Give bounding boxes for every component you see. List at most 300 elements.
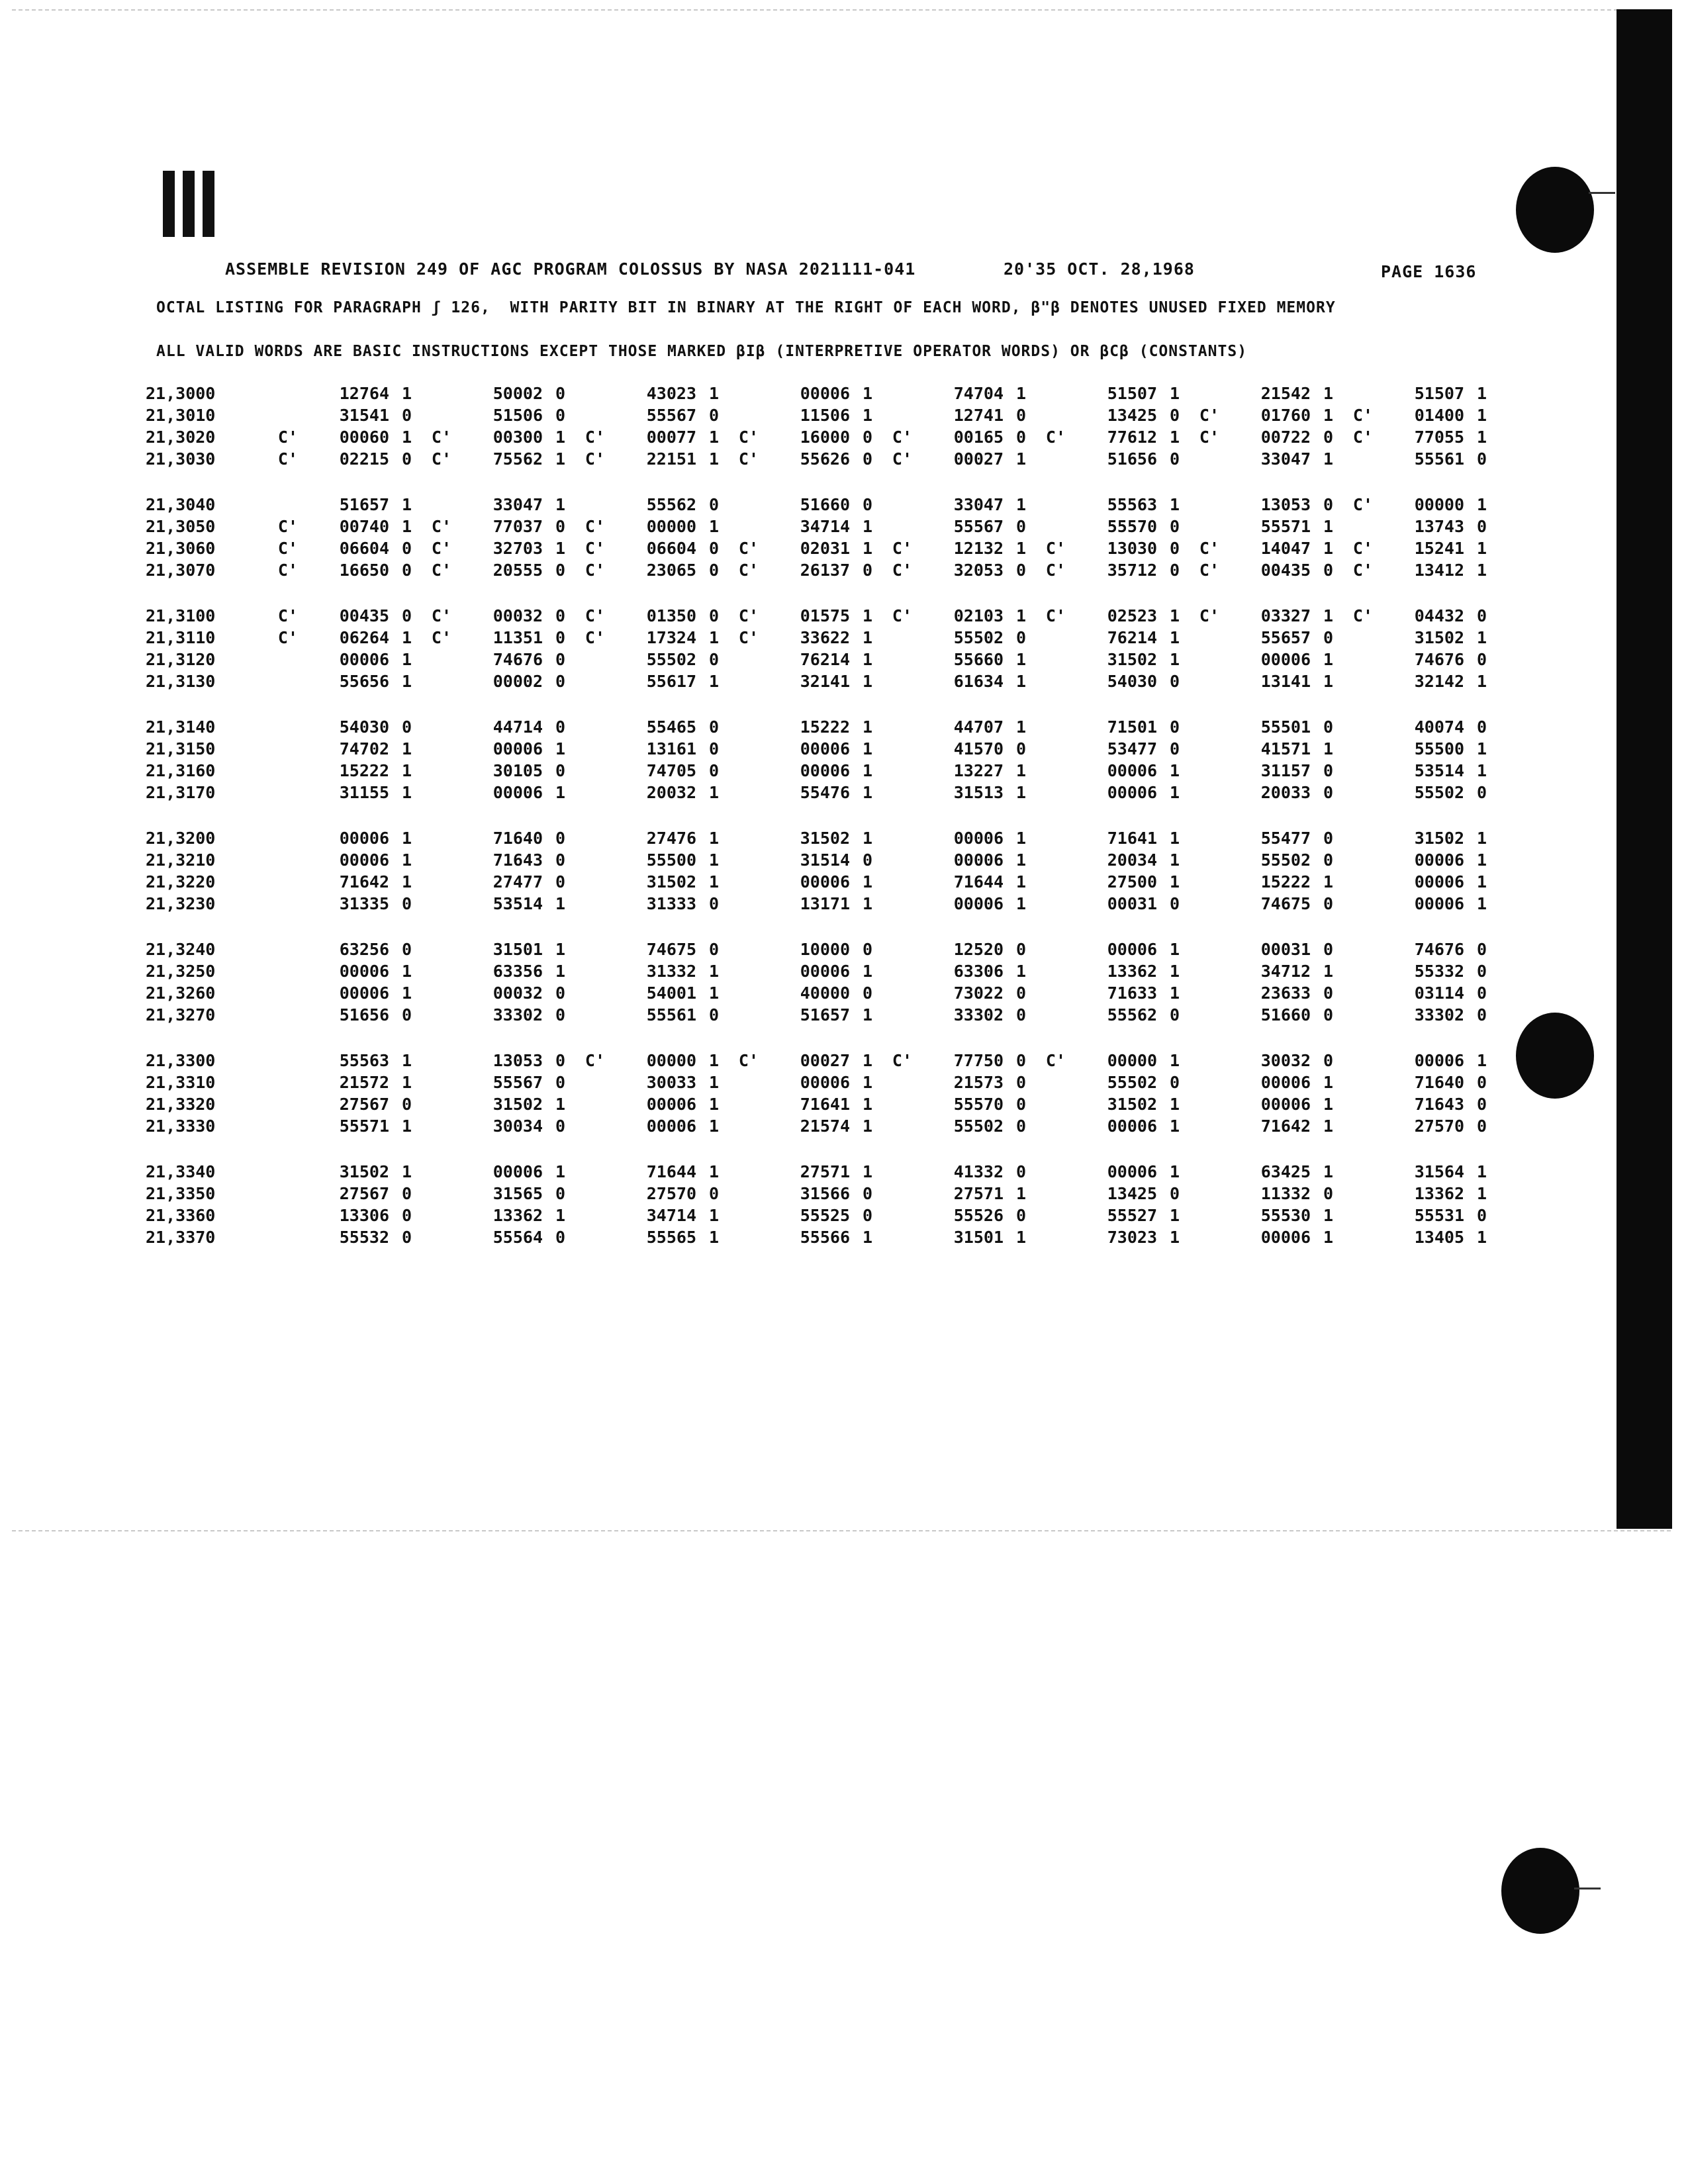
octal-word: 55502 [953,628,1004,647]
word-cell [1026,1162,1180,1181]
parity-bit: 1 [1476,628,1487,647]
octal-word: 17324 [646,628,696,647]
octal-word: 20032 [646,783,696,802]
word-cell [258,1073,412,1092]
parity-bit: 0 [708,717,719,737]
parity-bit: 0 [1476,606,1487,625]
constant-marker: C' [585,539,605,558]
row-address: 21,3120 [146,650,216,669]
octal-word: 61634 [953,672,1004,691]
listing-block [146,383,1487,470]
parity-bit: 1 [862,1116,872,1136]
listing-row [146,537,1487,559]
word-cell [412,1095,565,1114]
parity-bit: 0 [555,829,565,848]
word-cell [872,428,1026,447]
parity-bit: 0 [1015,1051,1026,1070]
word-cell [1026,1005,1180,1024]
parity-bit: 1 [401,739,412,758]
constant-marker: C' [1045,539,1066,558]
octal-word: 40074 [1414,717,1464,737]
parity-bit: 1 [1476,539,1487,558]
octal-word: 74675 [1260,894,1311,913]
word-cell [1333,717,1487,737]
word-cell [412,783,565,802]
parity-bit: 0 [1169,406,1180,425]
parity-bit: 0 [1015,517,1026,536]
word-cell [1333,983,1487,1003]
octal-word: 00060 [339,428,389,447]
word-cell [1180,850,1333,870]
word-cell [1333,1228,1487,1247]
octal-word: 04432 [1414,606,1464,625]
octal-word: 33302 [1414,1005,1464,1024]
parity-bit: 1 [1476,894,1487,913]
parity-bit: 0 [1323,628,1333,647]
word-cell [719,717,872,737]
listing-row [146,1004,1487,1026]
word-cell [412,650,565,669]
constant-marker: C' [585,606,605,625]
octal-word: 03327 [1260,606,1311,625]
octal-word: 71642 [339,872,389,891]
octal-word: 27571 [800,1162,850,1181]
listing-block [146,1050,1487,1137]
listing-row [146,426,1487,448]
word-cell [719,829,872,848]
octal-word: 55564 [492,1228,543,1247]
parity-bit: 1 [1169,983,1180,1003]
parity-bit: 1 [708,1051,719,1070]
word-cell [872,1095,1026,1114]
word-cell [1333,384,1487,403]
word-cell [1180,650,1333,669]
octal-word: 27567 [339,1184,389,1203]
word-cell [1333,1073,1487,1092]
parity-bit: 1 [708,1095,719,1114]
word-cell [719,872,872,891]
parity-bit: 0 [1323,783,1333,802]
word-cell [258,983,412,1003]
word-cell [258,428,412,447]
constant-marker: C' [277,449,298,469]
parity-bit: 0 [555,1184,565,1203]
listing-block [146,827,1487,915]
octal-word: 27500 [1107,872,1157,891]
word-cell [258,406,412,425]
octal-word: 51507 [1414,384,1464,403]
parity-bit: 0 [1476,983,1487,1003]
word-cell [412,761,565,780]
header-date: 20'35 OCT. 28,1968 [1004,259,1195,279]
parity-bit: 1 [1323,384,1333,403]
octal-word: 00000 [646,1051,696,1070]
word-cell [1333,761,1487,780]
parity-bit: 0 [1323,561,1333,580]
parity-bit: 1 [1015,1184,1026,1203]
constant-marker: C' [1352,495,1373,514]
parity-bit: 1 [401,650,412,669]
constant-marker: C' [1352,606,1373,625]
word-cell [565,1206,719,1225]
constant-marker: C' [892,1051,912,1070]
parity-bit: 0 [1476,1095,1487,1114]
octal-word: 55526 [953,1206,1004,1225]
word-cell [1333,672,1487,691]
octal-word: 30033 [646,1073,696,1092]
constant-marker: C' [892,428,912,447]
octal-word: 11351 [492,628,543,647]
word-cell [1180,428,1333,447]
word-cell [719,628,872,647]
word-cell [258,717,412,737]
octal-word: 55571 [1260,517,1311,536]
octal-word: 01400 [1414,406,1464,425]
parity-bit: 1 [1476,1162,1487,1181]
word-cell [872,850,1026,870]
octal-word: 34712 [1260,962,1311,981]
parity-bit: 0 [862,850,872,870]
octal-word: 71641 [800,1095,850,1114]
word-cell [719,449,872,469]
parity-bit: 1 [1476,428,1487,447]
parity-bit: 0 [401,717,412,737]
octal-word: 63425 [1260,1162,1311,1181]
parity-bit: 1 [862,1228,872,1247]
constant-marker: C' [738,428,759,447]
row-address: 21,3160 [146,761,216,780]
parity-bit: 1 [1323,650,1333,669]
parity-bit: 0 [1015,940,1026,959]
octal-word: 00027 [800,1051,850,1070]
parity-bit: 0 [1015,1206,1026,1225]
parity-bit: 0 [401,406,412,425]
word-cell [872,1005,1026,1024]
octal-word: 33047 [953,495,1004,514]
octal-word: 55563 [1107,495,1157,514]
row-address: 21,3010 [146,406,216,425]
word-cell [1333,850,1487,870]
word-cell [565,850,719,870]
parity-bit: 0 [708,894,719,913]
parity-bit: 1 [1323,539,1333,558]
octal-word: 00006 [800,872,850,891]
parity-bit: 0 [1476,1116,1487,1136]
word-cell [719,495,872,514]
octal-word: 27570 [1414,1116,1464,1136]
word-cell [719,1116,872,1136]
octal-word: 54030 [1107,672,1157,691]
row-address: 21,3100 [146,606,216,625]
parity-bit: 0 [1476,1005,1487,1024]
parity-bit: 0 [401,539,412,558]
constant-marker: C' [1199,561,1219,580]
word-cell [1026,650,1180,669]
octal-word: 13362 [1107,962,1157,981]
word-cell [258,628,412,647]
octal-word: 55660 [953,650,1004,669]
parity-bit: 0 [1015,1005,1026,1024]
octal-word: 31502 [1107,1095,1157,1114]
word-cell [872,894,1026,913]
octal-word: 13227 [953,761,1004,780]
parity-bit: 1 [862,517,872,536]
word-cell [565,1005,719,1024]
parity-bit: 1 [1015,449,1026,469]
octal-word: 00006 [1414,872,1464,891]
word-cell [719,406,872,425]
octal-word: 00006 [1260,1228,1311,1247]
parity-bit: 1 [1323,449,1333,469]
parity-bit: 1 [862,829,872,848]
parity-bit: 0 [1015,1116,1026,1136]
parity-bit: 0 [555,1116,565,1136]
row-address: 21,3140 [146,717,216,737]
octal-word: 50002 [492,384,543,403]
row-address: 21,3230 [146,894,216,913]
parity-bit: 0 [555,517,565,536]
word-cell [412,1228,565,1247]
word-cell [1026,517,1180,536]
parity-bit: 1 [1476,872,1487,891]
parity-bit: 0 [708,406,719,425]
octal-word: 31332 [646,962,696,981]
parity-bit: 0 [1015,1095,1026,1114]
punch-hole-top [1516,167,1594,253]
listing-row [146,627,1487,649]
octal-word: 00740 [339,517,389,536]
octal-word: 00006 [800,1073,850,1092]
word-cell [1026,384,1180,403]
word-cell [1333,1184,1487,1203]
word-cell [412,1184,565,1203]
constant-marker: C' [585,628,605,647]
parity-bit: 1 [708,384,719,403]
octal-word: 55566 [800,1228,850,1247]
word-cell [1026,428,1180,447]
octal-word: 00006 [1107,761,1157,780]
octal-word: 14047 [1260,539,1311,558]
parity-bit: 1 [708,517,719,536]
parity-bit: 1 [1476,739,1487,758]
parity-bit: 1 [1169,606,1180,625]
octal-word: 00006 [1260,650,1311,669]
listing-row [146,649,1487,670]
word-cell [1333,1005,1487,1024]
word-cell [258,1051,412,1070]
parity-bit: 1 [555,894,565,913]
word-cell [1026,672,1180,691]
word-cell [412,717,565,737]
punch-hole-tick [1589,192,1615,194]
octal-word: 53477 [1107,739,1157,758]
parity-bit: 1 [401,850,412,870]
constant-marker: C' [277,517,298,536]
word-cell [1180,517,1333,536]
parity-bit: 0 [1323,850,1333,870]
octal-word: 00006 [953,894,1004,913]
word-cell [1180,983,1333,1003]
word-cell [872,1073,1026,1092]
octal-word: 51506 [492,406,543,425]
octal-word: 00032 [492,606,543,625]
octal-word: 34714 [646,1206,696,1225]
word-cell [1180,1095,1333,1114]
octal-word: 40000 [800,983,850,1003]
parity-bit: 1 [1015,783,1026,802]
octal-word: 55570 [953,1095,1004,1114]
parity-bit: 0 [401,1228,412,1247]
word-cell [1180,940,1333,959]
octal-word: 13161 [646,739,696,758]
octal-word: 13030 [1107,539,1157,558]
parity-bit: 1 [555,1206,565,1225]
constant-marker: C' [277,606,298,625]
octal-word: 23065 [646,561,696,580]
parity-bit: 0 [1323,717,1333,737]
word-cell [412,1051,565,1070]
word-cell [565,384,719,403]
word-cell [1333,1116,1487,1136]
octal-word: 13405 [1414,1228,1464,1247]
constant-marker: C' [1199,539,1219,558]
word-cell [719,1206,872,1225]
octal-word: 00006 [339,829,389,848]
octal-word: 43023 [646,384,696,403]
octal-word: 51660 [800,495,850,514]
parity-bit: 0 [401,894,412,913]
listing-row [146,1050,1487,1071]
octal-word: 51507 [1107,384,1157,403]
octal-word: 55502 [646,650,696,669]
octal-word: 31566 [800,1184,850,1203]
parity-bit: 0 [708,1184,719,1203]
constant-marker: C' [892,539,912,558]
word-cell [565,428,719,447]
constant-marker: C' [585,449,605,469]
parity-bit: 0 [555,1073,565,1092]
parity-bit: 1 [401,872,412,891]
octal-word: 31157 [1260,761,1311,780]
word-cell [1180,962,1333,981]
word-cell [719,1005,872,1024]
word-cell [1026,539,1180,558]
word-cell [412,983,565,1003]
parity-bit: 0 [708,1005,719,1024]
octal-word: 55332 [1414,962,1464,981]
parity-bit: 1 [1015,672,1026,691]
parity-bit: 1 [1476,1228,1487,1247]
constant-marker: C' [277,428,298,447]
parity-bit: 0 [401,1206,412,1225]
listing-row [146,960,1487,982]
word-cell [565,783,719,802]
word-cell [565,561,719,580]
word-cell [258,539,412,558]
parity-bit: 1 [1015,761,1026,780]
parity-bit: 0 [1476,1206,1487,1225]
parity-bit: 0 [708,561,719,580]
octal-word: 13425 [1107,406,1157,425]
octal-word: 31565 [492,1184,543,1203]
octal-word: 54030 [339,717,389,737]
parity-bit: 1 [1169,1206,1180,1225]
word-cell [565,495,719,514]
octal-word: 51657 [800,1005,850,1024]
listing-row [146,404,1487,426]
word-cell [1026,983,1180,1003]
octal-word: 00435 [339,606,389,625]
octal-word: 00165 [953,428,1004,447]
octal-word: 55657 [1260,628,1311,647]
listing-block [146,716,1487,803]
word-cell [1180,717,1333,737]
listing-row [146,1071,1487,1093]
row-address: 21,3250 [146,962,216,981]
parity-bit: 1 [862,650,872,669]
word-cell [565,1184,719,1203]
octal-word: 77037 [492,517,543,536]
parity-bit: 1 [1015,495,1026,514]
octal-word: 00006 [953,829,1004,848]
octal-word: 26137 [800,561,850,580]
parity-bit: 0 [555,561,565,580]
octal-word: 31335 [339,894,389,913]
octal-word: 15222 [1260,872,1311,891]
octal-word: 00722 [1260,428,1311,447]
parity-bit: 1 [1169,783,1180,802]
parity-bit: 1 [401,384,412,403]
parity-bit: 1 [708,783,719,802]
listing-row [146,982,1487,1004]
word-cell [258,1228,412,1247]
octal-word: 55656 [339,672,389,691]
word-cell [565,739,719,758]
registration-mark [203,171,214,237]
octal-word: 00031 [1107,894,1157,913]
parity-bit: 0 [401,606,412,625]
listing-row [146,1226,1487,1248]
word-cell [412,962,565,981]
parity-bit: 1 [1476,761,1487,780]
row-address: 21,3020 [146,428,216,447]
word-cell [872,539,1026,558]
parity-bit: 1 [862,1073,872,1092]
word-cell [872,606,1026,625]
word-cell [872,962,1026,981]
parity-bit: 0 [1169,517,1180,536]
word-cell [1026,829,1180,848]
octal-word: 74676 [492,650,543,669]
octal-word: 00006 [1260,1095,1311,1114]
word-cell [258,739,412,758]
listing-row [146,827,1487,849]
octal-word: 31502 [1414,628,1464,647]
word-cell [1026,850,1180,870]
parity-bit: 0 [862,1206,872,1225]
parity-bit: 0 [401,1184,412,1203]
listing-row [146,760,1487,782]
octal-word: 35712 [1107,561,1157,580]
octal-word: 11332 [1260,1184,1311,1203]
parity-bit: 0 [1015,739,1026,758]
word-cell [1026,1051,1180,1070]
word-cell [719,672,872,691]
header-title: ASSEMBLE REVISION 249 OF AGC PROGRAM COLOSSUS BY NASA 2021111-041 [225,259,916,279]
octal-word: 55465 [646,717,696,737]
word-cell [719,983,872,1003]
word-cell [719,1051,872,1070]
